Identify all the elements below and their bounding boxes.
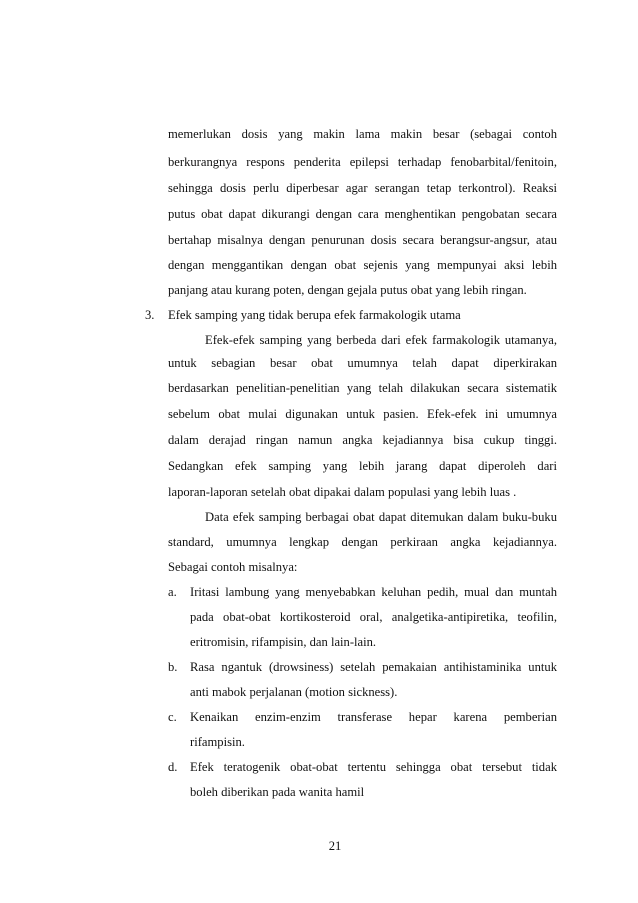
body-line: sehingga dosis perlu diperbesar agar serangan tetap terkontrol). Reaksi	[168, 181, 557, 195]
body-line: berkurangnya respons penderita epilepsi terhadap fenobarbital/fenitoin,	[168, 155, 557, 169]
body-line: untuk sebagian besar obat umumnya telah dapat diperkirakan	[168, 356, 557, 370]
body-line: panjang atau kurang poten, dengan gejala putus obat yang lebih ringan.	[168, 283, 527, 297]
list-item-title: Efek samping yang tidak berupa efek farmakologik utama	[168, 308, 461, 322]
body-line: boleh diberikan pada wanita hamil	[190, 785, 365, 799]
body-line: Data efek samping berbagai obat dapat ditemukan dalam buku-buku	[205, 510, 557, 524]
body-line: Sebagai contoh misalnya:	[168, 560, 298, 574]
body-line: sebelum obat mulai digunakan untuk pasien. Efek-efek ini umumnya	[168, 407, 557, 421]
body-line: laporan-laporan setelah obat dipakai dalam populasi yang lebih luas .	[168, 485, 517, 499]
body-line: berdasarkan penelitian-penelitian yang telah dilakukan secara sistematik	[168, 381, 557, 395]
body-line: standard, umumnya lengkap dengan perkiraan angka kejadiannya.	[168, 535, 557, 549]
body-line: Kenaikan enzim-enzim transferase hepar karena pemberian	[190, 710, 557, 724]
body-line: putus obat dapat dikurangi dengan cara menghentikan pengobatan secara	[168, 207, 557, 221]
sublist-label: d.	[168, 760, 178, 774]
sublist-label: b.	[168, 660, 178, 674]
body-line: Iritasi lambung yang menyebabkan keluhan pedih, mual dan muntah	[190, 585, 557, 599]
body-line: dalam derajad ringan namun angka kejadiannya bisa cukup tinggi.	[168, 433, 557, 447]
body-line: eritromisin, rifampisin, dan lain-lain.	[190, 635, 377, 649]
body-line: Rasa ngantuk (drowsiness) setelah pemakaian antihistaminika untuk	[190, 660, 557, 674]
body-line: rifampisin.	[190, 735, 245, 749]
body-line: dengan menggantikan dengan obat sejenis yang mempunyai aksi lebih	[168, 258, 557, 272]
body-line: Efek-efek samping yang berbeda dari efek farmakologik utamanya,	[205, 333, 557, 347]
sublist-label: a.	[168, 585, 177, 599]
page-number: 21	[328, 839, 342, 853]
sublist-label: c.	[168, 710, 177, 724]
body-line: bertahap misalnya dengan penurunan dosis secara berangsur-angsur, atau	[168, 233, 557, 247]
body-line: memerlukan dosis yang makin lama makin besar (sebagai contoh	[168, 127, 557, 141]
body-line: Sedangkan efek samping yang lebih jarang dapat diperoleh dari	[168, 459, 557, 473]
body-line: Efek teratogenik obat-obat tertentu sehingga obat tersebut tidak	[190, 760, 557, 774]
body-line: pada obat-obat kortikosteroid oral, analgetika-antipiretika, teofilin,	[190, 610, 557, 624]
body-line: anti mabok perjalanan (motion sickness).	[190, 685, 398, 699]
list-number: 3.	[145, 308, 155, 322]
